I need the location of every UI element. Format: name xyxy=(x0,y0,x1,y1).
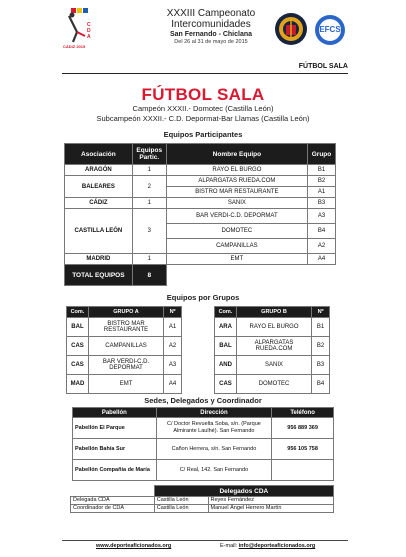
col-header: Nombre Equipo xyxy=(166,144,307,165)
n-cell: A4 xyxy=(164,375,182,394)
n-cell: B3 xyxy=(312,356,330,375)
n-cell: A3 xyxy=(164,356,182,375)
team-cell: CAMPANILLAS xyxy=(166,239,307,254)
team-cell: EMT xyxy=(88,375,163,394)
n-cell: A2 xyxy=(164,337,182,356)
n-cell: B1 xyxy=(312,318,330,337)
count-cell: 3 xyxy=(132,209,166,254)
delegates-header: Delegados CDA xyxy=(154,486,333,497)
groups-title: Equipos por Grupos xyxy=(166,293,240,302)
n-cell: B4 xyxy=(312,375,330,394)
team-cell: RAYO EL BURGO xyxy=(166,165,307,176)
delegate-region: Castilla León xyxy=(154,505,208,513)
footer-email-link[interactable]: info@deporteaficionados.org xyxy=(238,543,316,549)
cda-logo xyxy=(63,6,97,52)
table-row xyxy=(65,209,336,224)
page-header xyxy=(0,0,406,56)
team-cell: BAR VERDI-C.D. DEPORMAT xyxy=(88,356,163,375)
count-cell: 1 xyxy=(132,165,166,176)
association-cell: CÁDIZ xyxy=(65,198,133,209)
com-cell: BAL xyxy=(215,337,237,356)
efcs-logo-text: EFCS xyxy=(319,25,341,34)
delegate-name: Manuel Ángel Herrero Martín xyxy=(208,505,333,513)
col-header: Grupo xyxy=(308,144,336,165)
col-header: Pabellón xyxy=(73,408,157,418)
com-cell: BAL xyxy=(67,318,89,337)
navy-emblem-icon xyxy=(274,12,308,46)
svg-text:D: D xyxy=(87,28,91,34)
team-cell: BAR VERDI-C.D. DEPORMAT xyxy=(166,209,307,224)
page-title: FÚTBOL SALA xyxy=(141,85,265,104)
table-row xyxy=(215,356,330,375)
table-row xyxy=(65,198,336,209)
delegate-role: Delegada CDA xyxy=(71,497,155,505)
footer-divider xyxy=(62,540,348,541)
group-cell: A1 xyxy=(308,187,336,198)
association-cell: CASTILLA LEÓN xyxy=(65,209,133,254)
group-b-header-row xyxy=(215,307,330,318)
participants-title: Equipos Participantes xyxy=(163,130,243,139)
table-row xyxy=(215,318,330,337)
group-a-table xyxy=(66,306,182,394)
group-cell: B3 xyxy=(308,198,336,209)
participants-header-row xyxy=(65,144,336,165)
delegate-name: Reyes Fernández xyxy=(208,497,333,505)
table-row xyxy=(71,505,334,513)
footer-website-link[interactable]: www.deporteaficionados.org xyxy=(96,543,172,549)
venues-title: Sedes, Delegados y Coordinador xyxy=(144,396,262,405)
footer-email-label: E-mail: xyxy=(220,543,239,549)
runner-up-line: Subcampeón XXXII.- C.D. Depormat-Bar Llamas (Castilla León) xyxy=(96,114,310,123)
delegates-header-row xyxy=(71,486,334,497)
col-header: Nº xyxy=(312,307,330,318)
count-cell: 2 xyxy=(132,176,166,198)
col-header: Dirección xyxy=(156,408,272,418)
table-row xyxy=(215,375,330,394)
col-header: Asociación xyxy=(65,144,133,165)
com-cell: CAS xyxy=(67,337,89,356)
empty-cell xyxy=(71,486,155,497)
group-cell: A2 xyxy=(308,239,336,254)
team-cell: DOMOTEC xyxy=(166,224,307,239)
com-cell: MAD xyxy=(67,375,89,394)
delegates-table xyxy=(70,485,334,513)
table-row xyxy=(73,460,334,481)
venue-name: Pabellón Bahía Sur xyxy=(73,439,157,460)
com-cell: CAS xyxy=(215,375,237,394)
venue-phone xyxy=(272,460,334,481)
total-value: 8 xyxy=(132,265,166,286)
table-row xyxy=(73,439,334,460)
empty-cell xyxy=(166,265,307,286)
col-header: GRUPO B xyxy=(236,307,311,318)
venue-name: Pabellón El Parque xyxy=(73,418,157,439)
header-line-4: Del 26 al 31 de mayo de 2015 xyxy=(174,39,248,45)
venue-phone: 956 889 369 xyxy=(272,418,334,439)
team-cell: CAMPANILLAS xyxy=(88,337,163,356)
group-cell: A4 xyxy=(308,254,336,265)
venue-address: C/ Real, 142. San Fernando xyxy=(156,460,272,481)
svg-text:A: A xyxy=(87,34,91,40)
group-a-header-row xyxy=(67,307,182,318)
delegate-region: Castilla León xyxy=(154,497,208,505)
team-cell: SANIX xyxy=(166,198,307,209)
table-row xyxy=(73,418,334,439)
association-cell: ARAGÓN xyxy=(65,165,133,176)
empty-cell xyxy=(308,265,336,286)
delegate-role: Coordinador de CDA xyxy=(71,505,155,513)
champion-line: Campeón XXXII.- Domotec (Castilla León) xyxy=(132,104,274,113)
col-header: Nº xyxy=(164,307,182,318)
com-cell: CAS xyxy=(67,356,89,375)
cda-logo-caption: CÁDIZ 2015 xyxy=(63,44,86,49)
association-cell: MADRID xyxy=(65,254,133,265)
table-row xyxy=(65,165,336,176)
venue-address: Cañon Herrera, s/n. San Fernando xyxy=(156,439,272,460)
n-cell: A1 xyxy=(164,318,182,337)
section-tag: FÚTBOL SALA xyxy=(298,63,348,70)
group-cell: A3 xyxy=(308,209,336,224)
table-row xyxy=(67,356,182,375)
count-cell: 1 xyxy=(132,198,166,209)
venues-table xyxy=(72,407,334,481)
team-cell: BISTRO MAR RESTAURANTE xyxy=(88,318,163,337)
team-cell: ALPARGATAS RUEDA.COM xyxy=(166,176,307,187)
header-text xyxy=(132,8,290,46)
venue-phone: 956 105 758 xyxy=(272,439,334,460)
com-cell: ARA xyxy=(215,318,237,337)
col-header: GRUPO A xyxy=(88,307,163,318)
col-header: Equipos Partic. xyxy=(132,144,166,165)
team-cell: EMT xyxy=(166,254,307,265)
table-row xyxy=(67,318,182,337)
count-cell: 1 xyxy=(132,254,166,265)
table-row xyxy=(65,176,336,187)
group-cell: B2 xyxy=(308,176,336,187)
group-cell: B1 xyxy=(308,165,336,176)
venue-name: Pabellón Compañía de María xyxy=(73,460,157,481)
total-row xyxy=(65,265,336,286)
col-header: Com. xyxy=(67,307,89,318)
team-cell: SANIX xyxy=(236,356,311,375)
table-row xyxy=(67,337,182,356)
table-row xyxy=(67,375,182,394)
venue-address: C/ Doctor Revuelta Soba, s/n. (Parque Almirante Laulhé). San Fernando xyxy=(156,418,272,439)
team-cell: ALPARGATAS RUEDA.COM xyxy=(236,337,311,356)
header-line-2: Intercomunidades xyxy=(171,19,251,30)
table-row xyxy=(215,337,330,356)
table-row xyxy=(65,254,336,265)
venues-header-row xyxy=(73,408,334,418)
team-cell: RAYO EL BURGO xyxy=(236,318,311,337)
total-label: TOTAL EQUIPOS xyxy=(65,265,133,286)
header-divider xyxy=(62,73,348,74)
association-cell: BALEARES xyxy=(65,176,133,198)
team-cell: BISTRO MAR RESTAURANTE xyxy=(166,187,307,198)
svg-text:C: C xyxy=(87,22,91,28)
group-b-table xyxy=(214,306,330,394)
efcs-logo xyxy=(314,14,346,46)
col-header: Com. xyxy=(215,307,237,318)
header-line-3: San Fernando - Chiclana xyxy=(169,31,253,38)
header-line-1: XXXIII Campeonato xyxy=(166,8,256,19)
table-row xyxy=(71,497,334,505)
participants-table xyxy=(64,143,336,286)
n-cell: B2 xyxy=(312,337,330,356)
group-cell: B4 xyxy=(308,224,336,239)
com-cell: AND xyxy=(215,356,237,375)
footer-email xyxy=(220,543,315,549)
team-cell: DOMOTEC xyxy=(236,375,311,394)
col-header: Teléfono xyxy=(272,408,334,418)
